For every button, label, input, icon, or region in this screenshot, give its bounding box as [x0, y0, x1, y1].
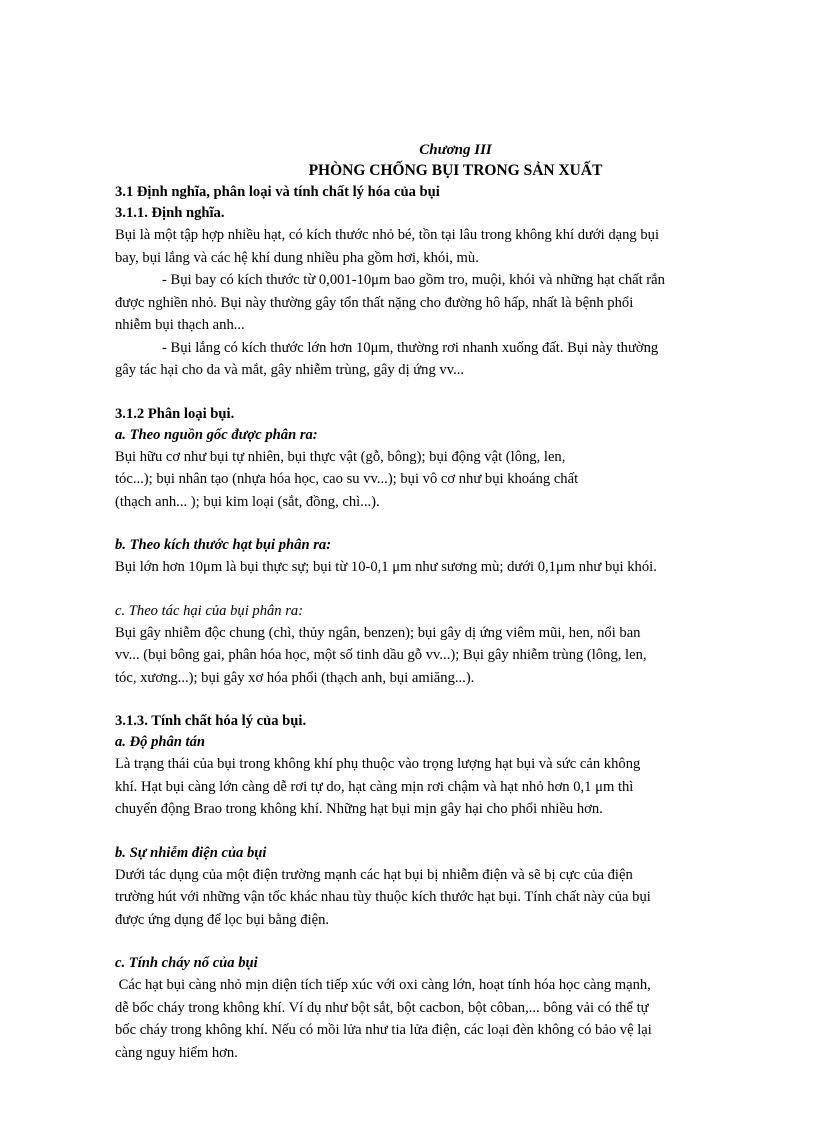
paragraph-flying-dust — [115, 269, 736, 337]
text-line: càng nguy hiểm hơn. — [115, 1044, 238, 1061]
paragraph-harm — [115, 622, 736, 690]
text-line: dễ bốc cháy trong không khí. Ví dụ như bột sắt, bột cacbon, bột côban,... bông vải có thể tự — [115, 999, 649, 1016]
text-line: nhiễm bụi thạch anh... — [115, 317, 245, 333]
text-line: Là trạng thái của bụi trong không khí phụ thuộc vào trọng lượng hạt bụi và sức cản không — [115, 756, 641, 772]
paragraph-dispersion — [115, 753, 736, 821]
subheading-size: b. Theo kích thước hạt bụi phân ra: — [115, 537, 332, 553]
text-line: được nghiền nhỏ. Bụi này thường gây tổn thất nặng cho đường hô hấp, nhất là bệnh phổi — [115, 294, 634, 311]
text-line: - Bụi lắng có kích thước lớn hơn 10μm, thường rơi nhanh xuống đất. Bụi này thường — [162, 339, 659, 356]
text-line: Bụi lớn hơn 10μm là bụi thực sự; bụi từ 10-0,1 μm như sương mù; dưới 0,1μm như bụi khói. — [115, 559, 657, 575]
subheading-dispersion: a. Độ phân tán — [115, 734, 206, 750]
text-line: Bụi gây nhiễm độc chung (chì, thủy ngân, benzen); bụi gây dị ứng viêm mũi, hen, nổi ban — [115, 624, 641, 641]
paragraph-definition — [115, 224, 736, 269]
text-line: khí. Hạt bụi càng lớn càng dễ rơi tự do, hạt càng mịn rơi chậm và hạt nhỏ hơn 0,1 μm thì — [115, 778, 634, 795]
paragraph-settling-dust — [115, 337, 736, 382]
section-3-1-2-heading: 3.1.2 Phân loại bụi. — [115, 405, 235, 422]
section-3-1-3-heading: 3.1.3. Tính chất hóa lý của bụi. — [115, 713, 307, 729]
spacer — [115, 382, 736, 404]
text-line: Dưới tác dụng của một điện trường mạnh các hạt bụi bị nhiễm điện và sẽ bị cực của điện — [115, 866, 633, 883]
text-line: tóc, xương...); bụi gây xơ hóa phổi (thạch anh, bụi amiăng...). — [115, 669, 475, 686]
text-line: (thạch anh... ); bụi kim loại (sắt, đồng, chì...). — [115, 493, 380, 510]
paragraph-electrification — [115, 864, 736, 932]
subheading-flammability: c. Tính cháy nổ của bụi — [115, 955, 258, 971]
text-line: trường hút với những vận tốc khác nhau tùy thuộc kích thước hạt bụi. Tính chất này của bụi — [115, 889, 651, 905]
spacer — [115, 931, 736, 953]
paragraph-flammability — [115, 974, 736, 1064]
text-line: - Bụi bay có kích thước từ 0,001-10μm bao gồm tro, muội, khói và những hạt chất rắn — [162, 272, 665, 288]
subheading-harm: c. Theo tác hại của bụi phân ra: — [115, 602, 304, 619]
chapter-title: PHÒNG CHỐNG BỤI TRONG SẢN XUẤT — [308, 162, 603, 179]
text-line: chuyển động Brao trong không khí. Những hạt bụi mịn gây hại cho phổi nhiều hơn. — [115, 801, 603, 817]
text-line: tóc...); bụi nhân tạo (nhựa hóa học, cao su vv...); bụi vô cơ như bụi khoáng chất — [115, 471, 579, 487]
spacer — [115, 689, 736, 711]
spacer — [115, 821, 736, 843]
paragraph-origin — [115, 446, 736, 514]
text-line: gây tác hại cho da và mắt, gây nhiễm trùng, gây dị ứng vv... — [115, 362, 465, 378]
chapter-label: Chương III — [419, 142, 492, 158]
text-line: vv... (bụi bông gai, phân hóa học, một số tinh dầu gỗ vv...); Bụi gây nhiễm trùng (lông, len, — [115, 647, 647, 663]
text-line: Bụi hữu cơ như bụi tự nhiên, bụi thực vật (gỗ, bông); bụi động vật (lông, len, — [115, 448, 566, 465]
spacer — [115, 579, 736, 601]
subheading-electrification: b. Sự nhiễm điện của bụi — [115, 844, 267, 861]
section-3-1-heading: 3.1 Định nghĩa, phân loại và tính chất lý hóa của bụi — [115, 184, 440, 200]
text-line: được ứng dụng để lọc bụi bằng điện. — [115, 911, 330, 928]
section-3-1-1-heading: 3.1.1. Định nghĩa. — [115, 205, 225, 221]
spacer — [115, 513, 736, 535]
subheading-origin: a. Theo nguồn gốc được phân ra: — [115, 426, 318, 443]
paragraph-size — [115, 556, 736, 579]
text-line: bay, bụi lắng và các hệ khí dung nhiều pha gồm hơi, khói, mù. — [115, 249, 479, 266]
text-line: Các hạt bụi càng nhỏ mịn diện tích tiếp xúc với oxi càng lớn, hoạt tính hóa học càng mạnh, — [115, 977, 651, 993]
text-line: bốc cháy trong không khí. Nếu có mồi lửa như tia lửa điện, các loại đèn không có bảo vệ lại — [115, 1022, 652, 1038]
text-line: Bụi là một tập hợp nhiều hạt, có kích thước nhỏ bé, tồn tại lâu trong không khí dưới dạng bụi — [115, 227, 659, 243]
